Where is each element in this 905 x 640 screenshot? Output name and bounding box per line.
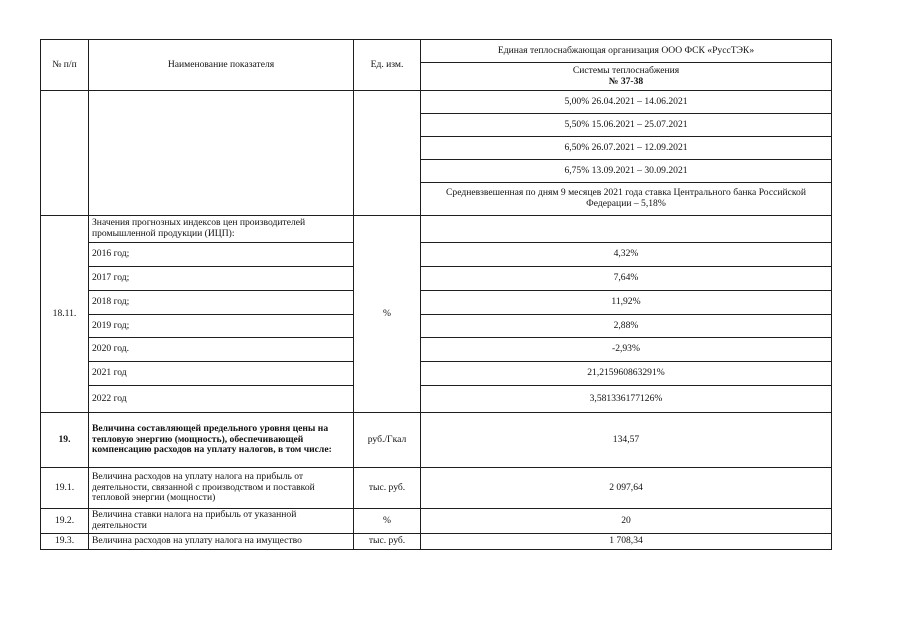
- row-name: Величина расходов на уплату налога на прибыль от деятельности, связанной с производством и поставкой тепловой энергии (мощности): [89, 468, 354, 509]
- systems-number: № 37-38: [608, 75, 644, 87]
- tariff-table: [40, 39, 832, 550]
- section-18-11-unit: %: [354, 216, 421, 413]
- row-unit: тыс. руб.: [354, 534, 421, 550]
- header-name-cell: Наименование показателя: [89, 40, 354, 91]
- table-row-19-3: [41, 534, 832, 550]
- year-label: 2018 год;: [89, 291, 354, 315]
- rate-cell: 6,50% 26.07.2021 – 12.09.2021: [421, 137, 832, 160]
- section-18-11-title-value: [421, 216, 832, 243]
- rate-row: [41, 91, 832, 114]
- row-name: Величина расходов на уплату налога на имущество: [89, 534, 354, 550]
- year-value: 11,92%: [421, 291, 832, 315]
- year-row: [41, 362, 832, 386]
- year-row: [41, 338, 832, 362]
- row-value: 2 097,64: [421, 468, 832, 509]
- row-name: Величина составляющей предельного уровня цены на тепловую энергию (мощность), обеспечивающей компенсацию расходов на уплату налогов, в том числе:: [89, 413, 354, 468]
- header-num-cell: № п/п: [41, 40, 89, 91]
- rate-cell: 5,50% 15.06.2021 – 25.07.2021: [421, 114, 832, 137]
- row-value: 1 708,34: [421, 534, 832, 550]
- year-value: 7,64%: [421, 267, 832, 291]
- header-blank-unit: [354, 91, 421, 216]
- section-18-11-num: 18.11.: [41, 216, 89, 413]
- year-value: -2,93%: [421, 338, 832, 362]
- header-unit-cell: Ед. изм.: [354, 40, 421, 91]
- row-value: 20: [421, 509, 832, 534]
- year-row: [41, 291, 832, 315]
- header-org-cell: Единая теплоснабжающая организация ООО ФСК «РусcТЭК»: [421, 40, 832, 63]
- year-label: 2017 год;: [89, 267, 354, 291]
- year-label: 2019 год;: [89, 315, 354, 338]
- rate-cell: 6,75% 13.09.2021 – 30.09.2021: [421, 160, 832, 183]
- row-num: 19.1.: [41, 468, 89, 509]
- year-label: 2020 год.: [89, 338, 354, 362]
- table-row-19-1: [41, 468, 832, 509]
- row-unit: тыс. руб.: [354, 468, 421, 509]
- year-value: 3,581336177126%: [421, 386, 832, 413]
- year-value: 2,88%: [421, 315, 832, 338]
- header-blank-name: [89, 91, 354, 216]
- year-label: 2016 год;: [89, 243, 354, 267]
- year-row: [41, 386, 832, 413]
- section-18-11-title: Значения прогнозных индексов цен производителей промышленной продукции (ИЦП):: [89, 216, 354, 243]
- row-value: 134,57: [421, 413, 832, 468]
- section-18-11-title-row: [41, 216, 832, 243]
- table-row-19: [41, 413, 832, 468]
- year-row: [41, 243, 832, 267]
- header-systems-cell: [421, 63, 832, 91]
- year-label: 2021 год: [89, 362, 354, 386]
- year-value: 4,32%: [421, 243, 832, 267]
- rate-cell: 5,00% 26.04.2021 – 14.06.2021: [421, 91, 832, 114]
- header-blank-num: [41, 91, 89, 216]
- row-num: 19.2.: [41, 509, 89, 534]
- systems-label: Системы теплоснабжения: [572, 64, 680, 76]
- year-row: [41, 315, 832, 338]
- row-num: 19.: [41, 413, 89, 468]
- year-row: [41, 267, 832, 291]
- weighted-rate-cell: Средневзвешенная по дням 9 месяцев 2021 года ставка Центрального банка Российской Федерации – 5,18%: [421, 183, 832, 216]
- year-label: 2022 год: [89, 386, 354, 413]
- row-name: Величина ставки налога на прибыль от указанной деятельности: [89, 509, 354, 534]
- row-unit: руб./Гкал: [354, 413, 421, 468]
- year-value: 21,215960863291%: [421, 362, 832, 386]
- header-row-org: [41, 40, 832, 63]
- row-unit: %: [354, 509, 421, 534]
- table-row-19-2: [41, 509, 832, 534]
- row-num: 19.3.: [41, 534, 89, 550]
